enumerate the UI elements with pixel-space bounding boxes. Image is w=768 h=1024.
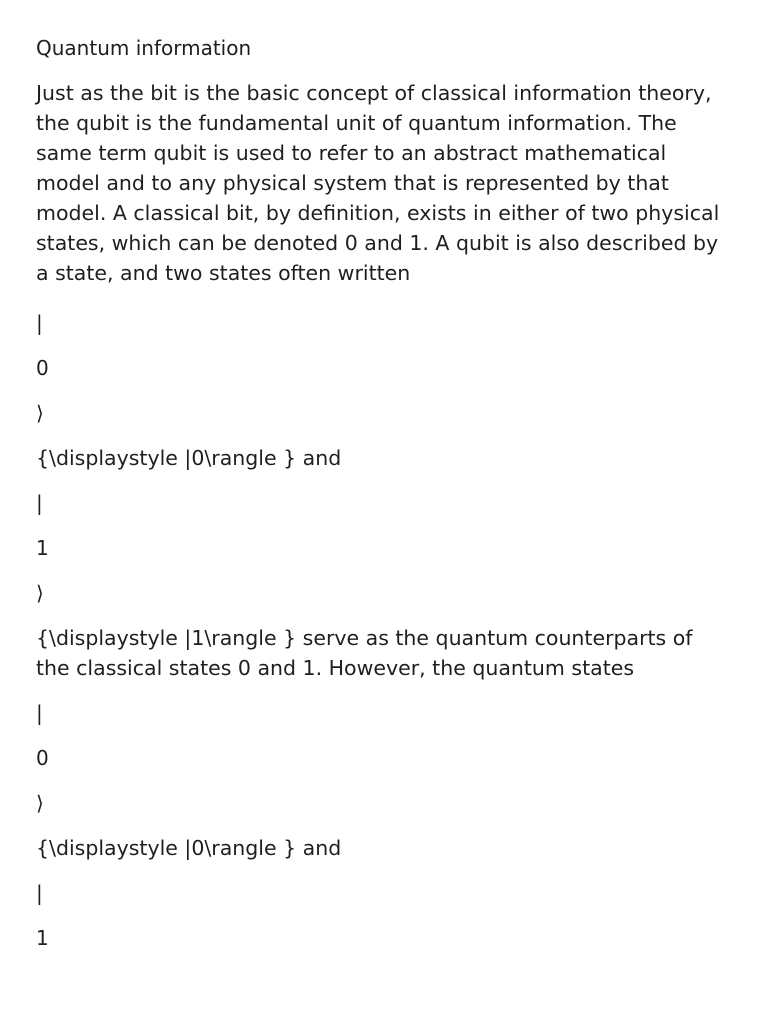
- ket-digit: 0: [36, 746, 49, 770]
- document-title: Quantum information: [36, 36, 252, 60]
- ket-bar: |: [36, 881, 43, 905]
- ket-bar: |: [36, 311, 43, 335]
- ket-angle: ⟩: [36, 581, 44, 605]
- ket-angle: ⟩: [36, 401, 44, 425]
- paragraph-intro: Just as the bit is the basic concept of classical information theory, the qubit is the fundamental unit of quantum information. The same term qubit is used to refer to an abstract mathematical model and to any physical system that is represented by that model. A classical bit, by definition, exists in either of two physical states, which can be denoted 0 and 1. A qubit is also described by a state, and two states often written: [36, 81, 720, 285]
- ket-bar: |: [36, 491, 43, 515]
- latex-fallback-text: {\displaystyle |1\rangle } serve as the quantum counterparts of the classical states 0 and 1. However, the quantum states: [36, 626, 693, 680]
- latex-fallback-text: {\displaystyle |0\rangle } and: [36, 446, 342, 470]
- ket-digit: 1: [36, 536, 49, 560]
- ket-digit: 0: [36, 356, 49, 380]
- ket-angle: ⟩: [36, 791, 44, 815]
- ket-bar: |: [36, 701, 43, 725]
- ket-digit: 1: [36, 926, 49, 950]
- latex-fallback-text: {\displaystyle |0\rangle } and: [36, 836, 342, 860]
